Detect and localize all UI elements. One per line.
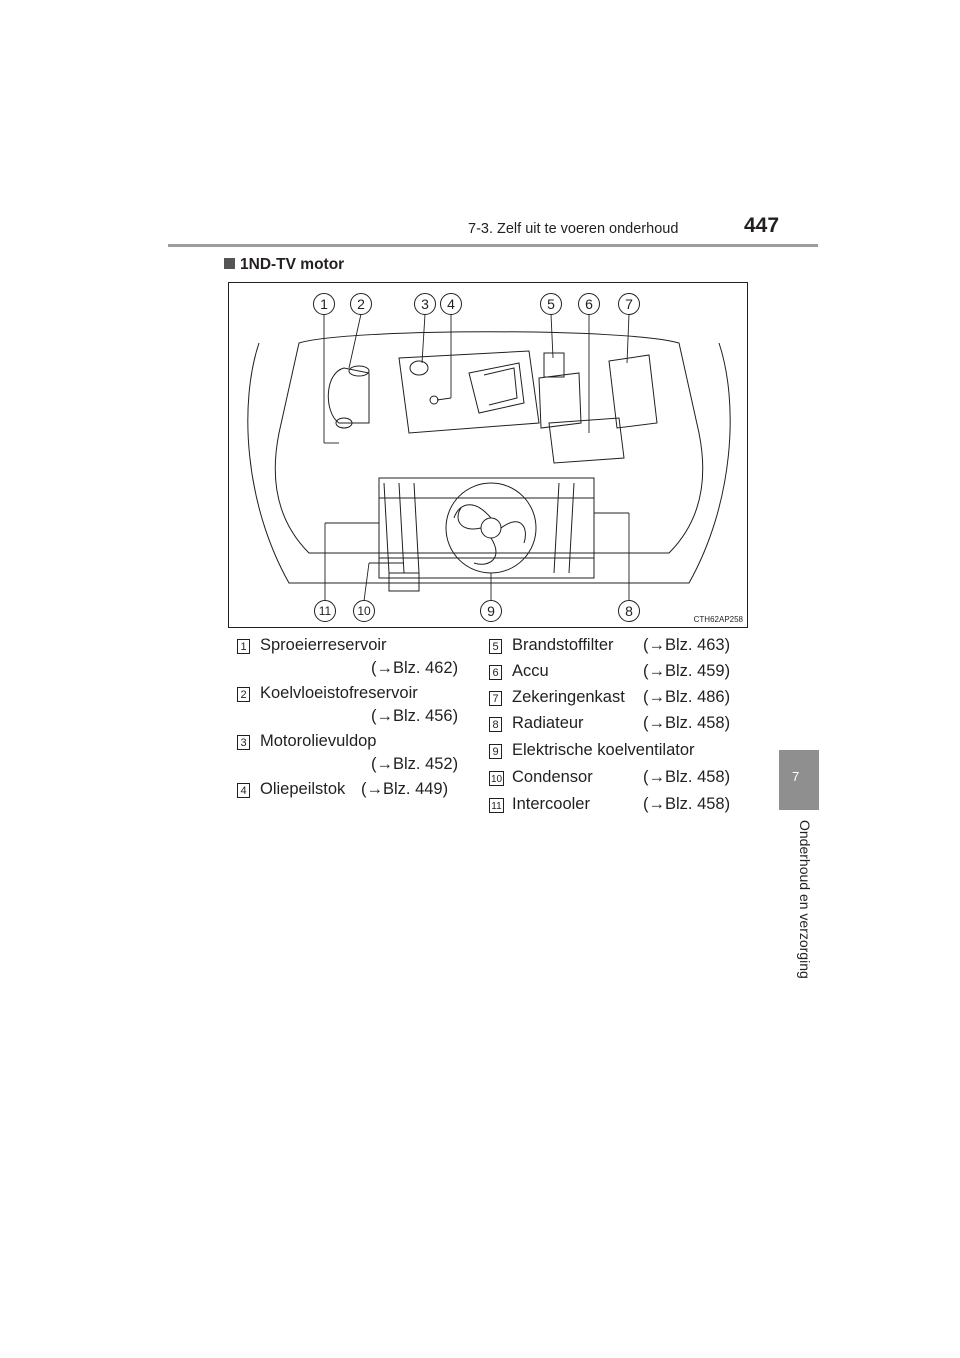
item-ref: (→Blz. 459): [643, 662, 731, 680]
item-name: Koelvloeistofreservoir: [260, 684, 418, 702]
heading-square-icon: [224, 258, 235, 269]
item-number: 8: [489, 717, 502, 732]
callout-4: 4: [440, 293, 462, 315]
header-title: 7-3. Zelf uit te voeren onderhoud: [468, 221, 679, 237]
callout-7: 7: [618, 293, 640, 315]
item-number: 9: [489, 744, 502, 759]
item-ref: (→Blz. 458): [643, 714, 731, 732]
item-name: Accu: [512, 662, 549, 680]
section-heading-text: 1ND-TV motor: [240, 256, 345, 273]
item-ref: (→Blz. 456): [371, 707, 459, 725]
item-name: Zekeringenkast: [512, 688, 625, 706]
chapter-label: Onderhoud en verzorging: [797, 820, 813, 979]
item-name: Oliepeilstok: [260, 780, 346, 798]
engine-bay-drawing: [229, 283, 748, 628]
item-ref: (→Blz. 463): [643, 636, 731, 654]
item-ref: (→Blz. 458): [643, 795, 731, 813]
item-name: Elektrische koelventilator: [512, 741, 695, 759]
item-ref: (→Blz. 462): [371, 659, 459, 677]
item-number: 3: [237, 735, 250, 750]
item-ref: (→Blz. 452): [371, 755, 459, 773]
item-name: Brandstoffilter: [512, 636, 614, 654]
callout-10: 10: [353, 600, 375, 622]
callout-3: 3: [414, 293, 436, 315]
callout-8: 8: [618, 600, 640, 622]
item-number: 1: [237, 639, 250, 654]
chapter-number: 7: [792, 769, 800, 784]
callout-1: 1: [313, 293, 335, 315]
item-number: 6: [489, 665, 502, 680]
callout-6: 6: [578, 293, 600, 315]
item-number: 4: [237, 783, 250, 798]
callout-9: 9: [480, 600, 502, 622]
item-number: 5: [489, 639, 502, 654]
item-ref: (→Blz. 449): [361, 780, 449, 798]
item-number: 2: [237, 687, 250, 702]
section-heading: [224, 256, 344, 274]
item-number: 7: [489, 691, 502, 706]
item-name: Intercooler: [512, 795, 590, 813]
callout-5: 5: [540, 293, 562, 315]
callout-2: 2: [350, 293, 372, 315]
item-number: 11: [489, 798, 504, 813]
item-name: Sproeierreservoir: [260, 636, 387, 654]
page-number: 447: [744, 214, 780, 237]
header-rule: [168, 244, 818, 247]
item-name: Motorolievuldop: [260, 732, 377, 750]
callout-11: 11: [314, 600, 336, 622]
item-ref: (→Blz. 458): [643, 768, 731, 786]
engine-bay-illustration: [228, 282, 748, 628]
item-number: 10: [489, 771, 504, 786]
item-ref: (→Blz. 486): [643, 688, 731, 706]
item-name: Condensor: [512, 768, 593, 786]
figure-code: CTH62AP258: [693, 615, 743, 624]
item-name: Radiateur: [512, 714, 584, 732]
